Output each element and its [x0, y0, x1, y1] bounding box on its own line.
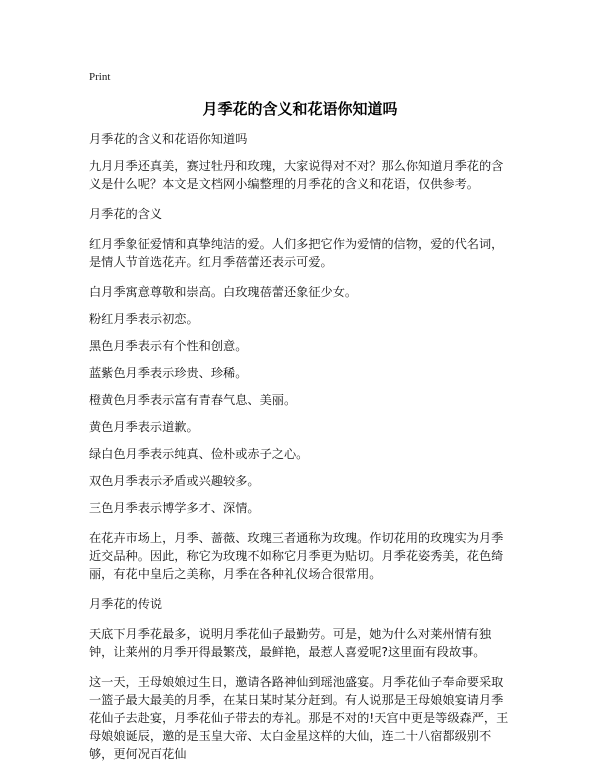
paragraph: 月季花的含义和花语你知道吗	[89, 132, 248, 146]
paragraph: 九月月季还真美，赛过牡丹和玫瑰，大家说得对不对？那么你知道月季花的含义是什么呢？本文是文档网小编整理的月季花的含义和花语，仅供参考。	[89, 159, 504, 191]
paragraph: 三色月季表示博学多才、深情。	[89, 501, 260, 515]
document-title: 月季花的含义和花语你知道吗	[202, 100, 398, 118]
paragraph: 双色月季表示矛盾或兴趣较多。	[89, 474, 260, 488]
paragraph: 黄色月季表示道歉。	[89, 420, 199, 434]
paragraph: 橙黄色月季表示富有青春气息、美丽。	[89, 393, 297, 407]
paragraph: 蓝紫色月季表示珍贵、珍稀。	[89, 366, 248, 380]
section-heading: 月季花的传说	[89, 597, 163, 611]
paragraph: 白月季寓意尊敬和崇高。白玫瑰蓓蕾还象征少女。	[89, 285, 358, 299]
paragraph: 粉红月季表示初恋。	[89, 312, 199, 326]
section-heading: 月季花的含义	[89, 207, 163, 221]
paragraph: 这一天，王母娘娘过生日，邀请各路神仙到瑶池盛宴。月季花仙子奉命要采取一篮子最大最美的月季，在某日某时某分赶到。有人说那是王母娘娘宴请月季花仙子去赴宴，月季花仙子带去的寿礼。那是不对的!天宫中更是等级森严，王母娘娘诞辰，邀的是玉皇大帝、太白金星这样的大仙，连二十八宿都级别不够，更何况百花仙	[89, 675, 509, 761]
paragraph: 在花卉市场上，月季、蔷薇、玫瑰三者通称为玫瑰。作切花用的玫瑰实为月季近交品种。因此，称它为玫瑰不如称它月季更为贴切。月季花姿秀美，花色绮丽，有花中皇后之美称，月季在各种礼仪场合很常用。	[89, 531, 504, 581]
paragraph: 红月季象征爱情和真挚纯洁的爱。人们多把它作为爱情的信物，爱的代名词，是情人节首选花卉。红月季蓓蕾还表示可爱。	[89, 237, 504, 269]
print-label: Print	[89, 71, 111, 83]
paragraph: 绿白色月季表示纯真、俭朴或赤子之心。	[89, 447, 309, 461]
document-body	[89, 130, 515, 772]
paragraph: 天底下月季花最多，说明月季花仙子最勤劳。可是，她为什么对莱州情有独钟，让莱州的月季开得最繁茂，最鲜艳，最惹人喜爱呢?这里面有段故事。	[89, 627, 492, 659]
paragraph: 黑色月季表示有个性和创意。	[89, 339, 248, 353]
